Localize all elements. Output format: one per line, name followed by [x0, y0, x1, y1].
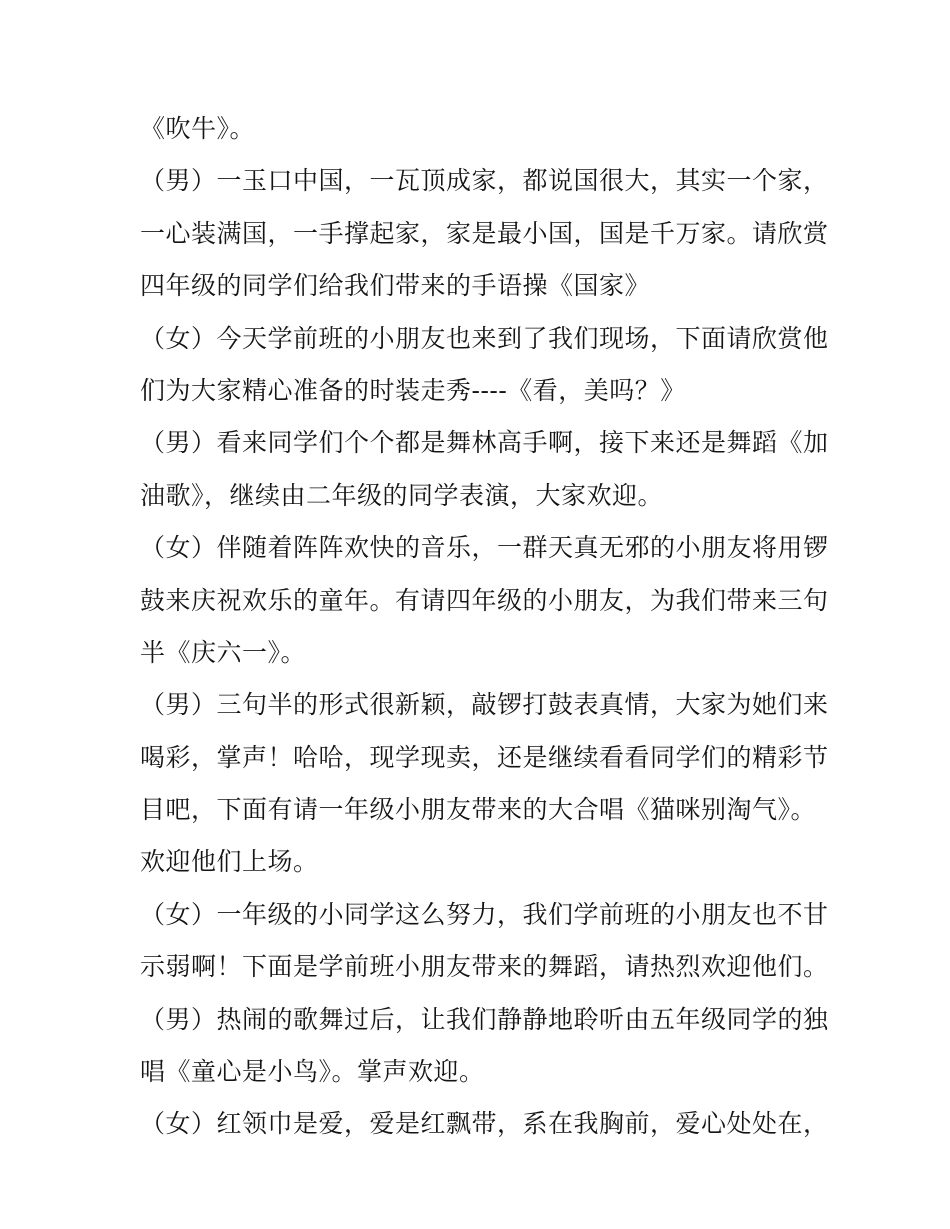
- text-line: 欢迎他们上场。: [140, 847, 319, 877]
- text-line: 目吧，下面有请一年级小朋友带来的大合唱《猫咪别淘气》。: [140, 795, 817, 825]
- text-line: （女）伴随着阵阵欢快的音乐，一群天真无邪的小朋友将用锣: [140, 533, 829, 563]
- text-line: 们为大家精心准备的时装走秀----《看，美吗？》: [140, 375, 686, 405]
- text-line: （男）一玉口中国，一瓦顶成家，都说国很大，其实一个家，: [140, 166, 829, 196]
- text-line: 鼓来庆祝欢乐的童年。有请四年级的小朋友，为我们带来三句: [140, 585, 829, 615]
- text-line: 《吹牛》。: [140, 114, 256, 143]
- text-line: 示弱啊！下面是学前班小朋友带来的舞蹈，请热烈欢迎他们。: [140, 952, 829, 982]
- text-line: （女）今天学前班的小朋友也来到了我们现场，下面请欣赏他: [140, 323, 829, 353]
- text-line: （男）看来同学们个个都是舞林高手啊，接下来还是舞蹈《加: [140, 428, 829, 458]
- text-line: 半《庆六一》。: [140, 637, 307, 667]
- text-line: （男）三句半的形式很新颖，敲锣打鼓表真情，大家为她们来: [140, 690, 829, 720]
- text-line: 一心装满国，一手撑起家，家是最小国，国是千万家。请欣赏: [140, 218, 829, 248]
- text-line: 油歌》，继续由二年级的同学表演，大家欢迎。: [140, 480, 664, 510]
- text-line: （男）热闹的歌舞过后，让我们静静地聆听由五年级同学的独: [140, 1004, 829, 1034]
- document-body: [140, 108, 829, 1156]
- text-line: （女）一年级的小同学这么努力，我们学前班的小朋友也不甘: [140, 899, 829, 929]
- text-line: （女）红领巾是爱，爱是红飘带，系在我胸前，爱心处处在，: [140, 1109, 829, 1139]
- text-line: 唱《童心是小鸟》。掌声欢迎。: [140, 1057, 485, 1087]
- text-line: 四年级的同学们给我们带来的手语操《国家》: [140, 271, 651, 301]
- text-line: 喝彩，掌声！哈哈，现学现卖，还是继续看看同学们的精彩节: [140, 742, 829, 772]
